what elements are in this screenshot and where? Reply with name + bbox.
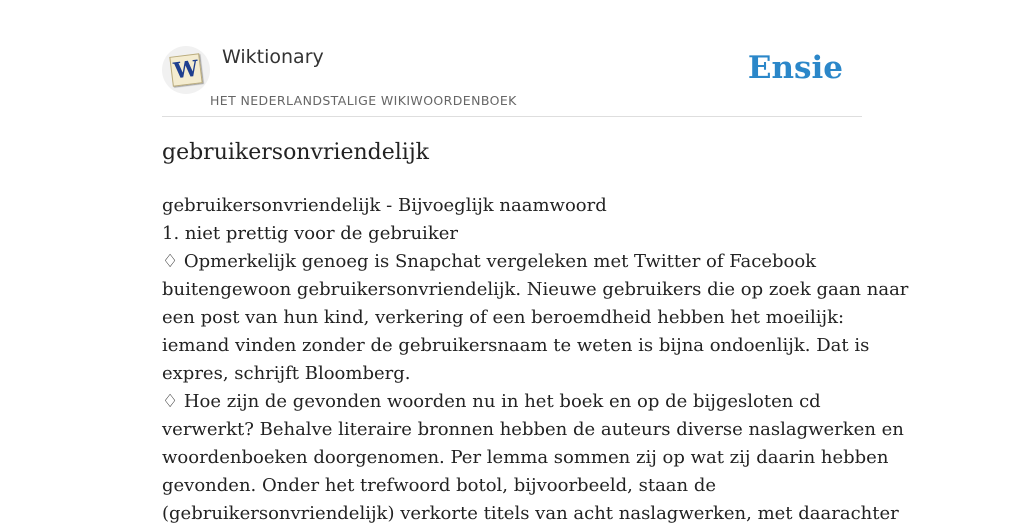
example-line: (gebruikersonvriendelijk) verkorte titels van acht naslagwerken, met daarachter	[162, 503, 899, 524]
site-header	[162, 40, 862, 117]
example-line: verwerkt? Behalve literaire bronnen hebben de auteurs diverse naslagwerken en	[162, 419, 904, 440]
site-tagline: HET NEDERLANDSTALIGE WIKIWOORDENBOEK	[210, 93, 517, 108]
example-line: een post van hun kind, verkering of een beroemdheid hebben het moeilijk:	[162, 307, 845, 328]
example-line: expres, schrijft Bloomberg.	[162, 363, 411, 384]
ensie-brand-link[interactable]: Ensie	[747, 50, 843, 86]
site-name[interactable]: Wiktionary	[222, 46, 324, 68]
example-line: iemand vinden zonder de gebruikersnaam te weten is bijna ondoenlijk. Dat is	[162, 335, 870, 356]
logo-tile	[169, 53, 202, 86]
logo-letter: W	[172, 55, 200, 85]
entry-content	[162, 192, 909, 528]
example-line: ♢ Hoe zijn de gevonden woorden nu in het boek en op de bijgesloten cd	[162, 391, 821, 412]
definition-line: 1. niet prettig voor de gebruiker	[162, 223, 458, 244]
page-title: gebruikersonvriendelijk	[162, 140, 429, 165]
example-line: buitengewoon gebruikersonvriendelijk. Nieuwe gebruikers die op zoek gaan naar	[162, 279, 909, 300]
example-line: ♢ Opmerkelijk genoeg is Snapchat vergeleken met Twitter of Facebook	[162, 251, 817, 272]
example-line: gevonden. Onder het trefwoord botol, bijvoorbeeld, staan de	[162, 475, 717, 496]
wiktionary-logo-icon[interactable]	[162, 46, 210, 94]
example-line: woordenboeken doorgenomen. Per lemma sommen zij op wat zij daarin hebben	[162, 447, 889, 468]
entry-heading-line: gebruikersonvriendelijk - Bijvoeglijk naamwoord	[162, 195, 607, 216]
